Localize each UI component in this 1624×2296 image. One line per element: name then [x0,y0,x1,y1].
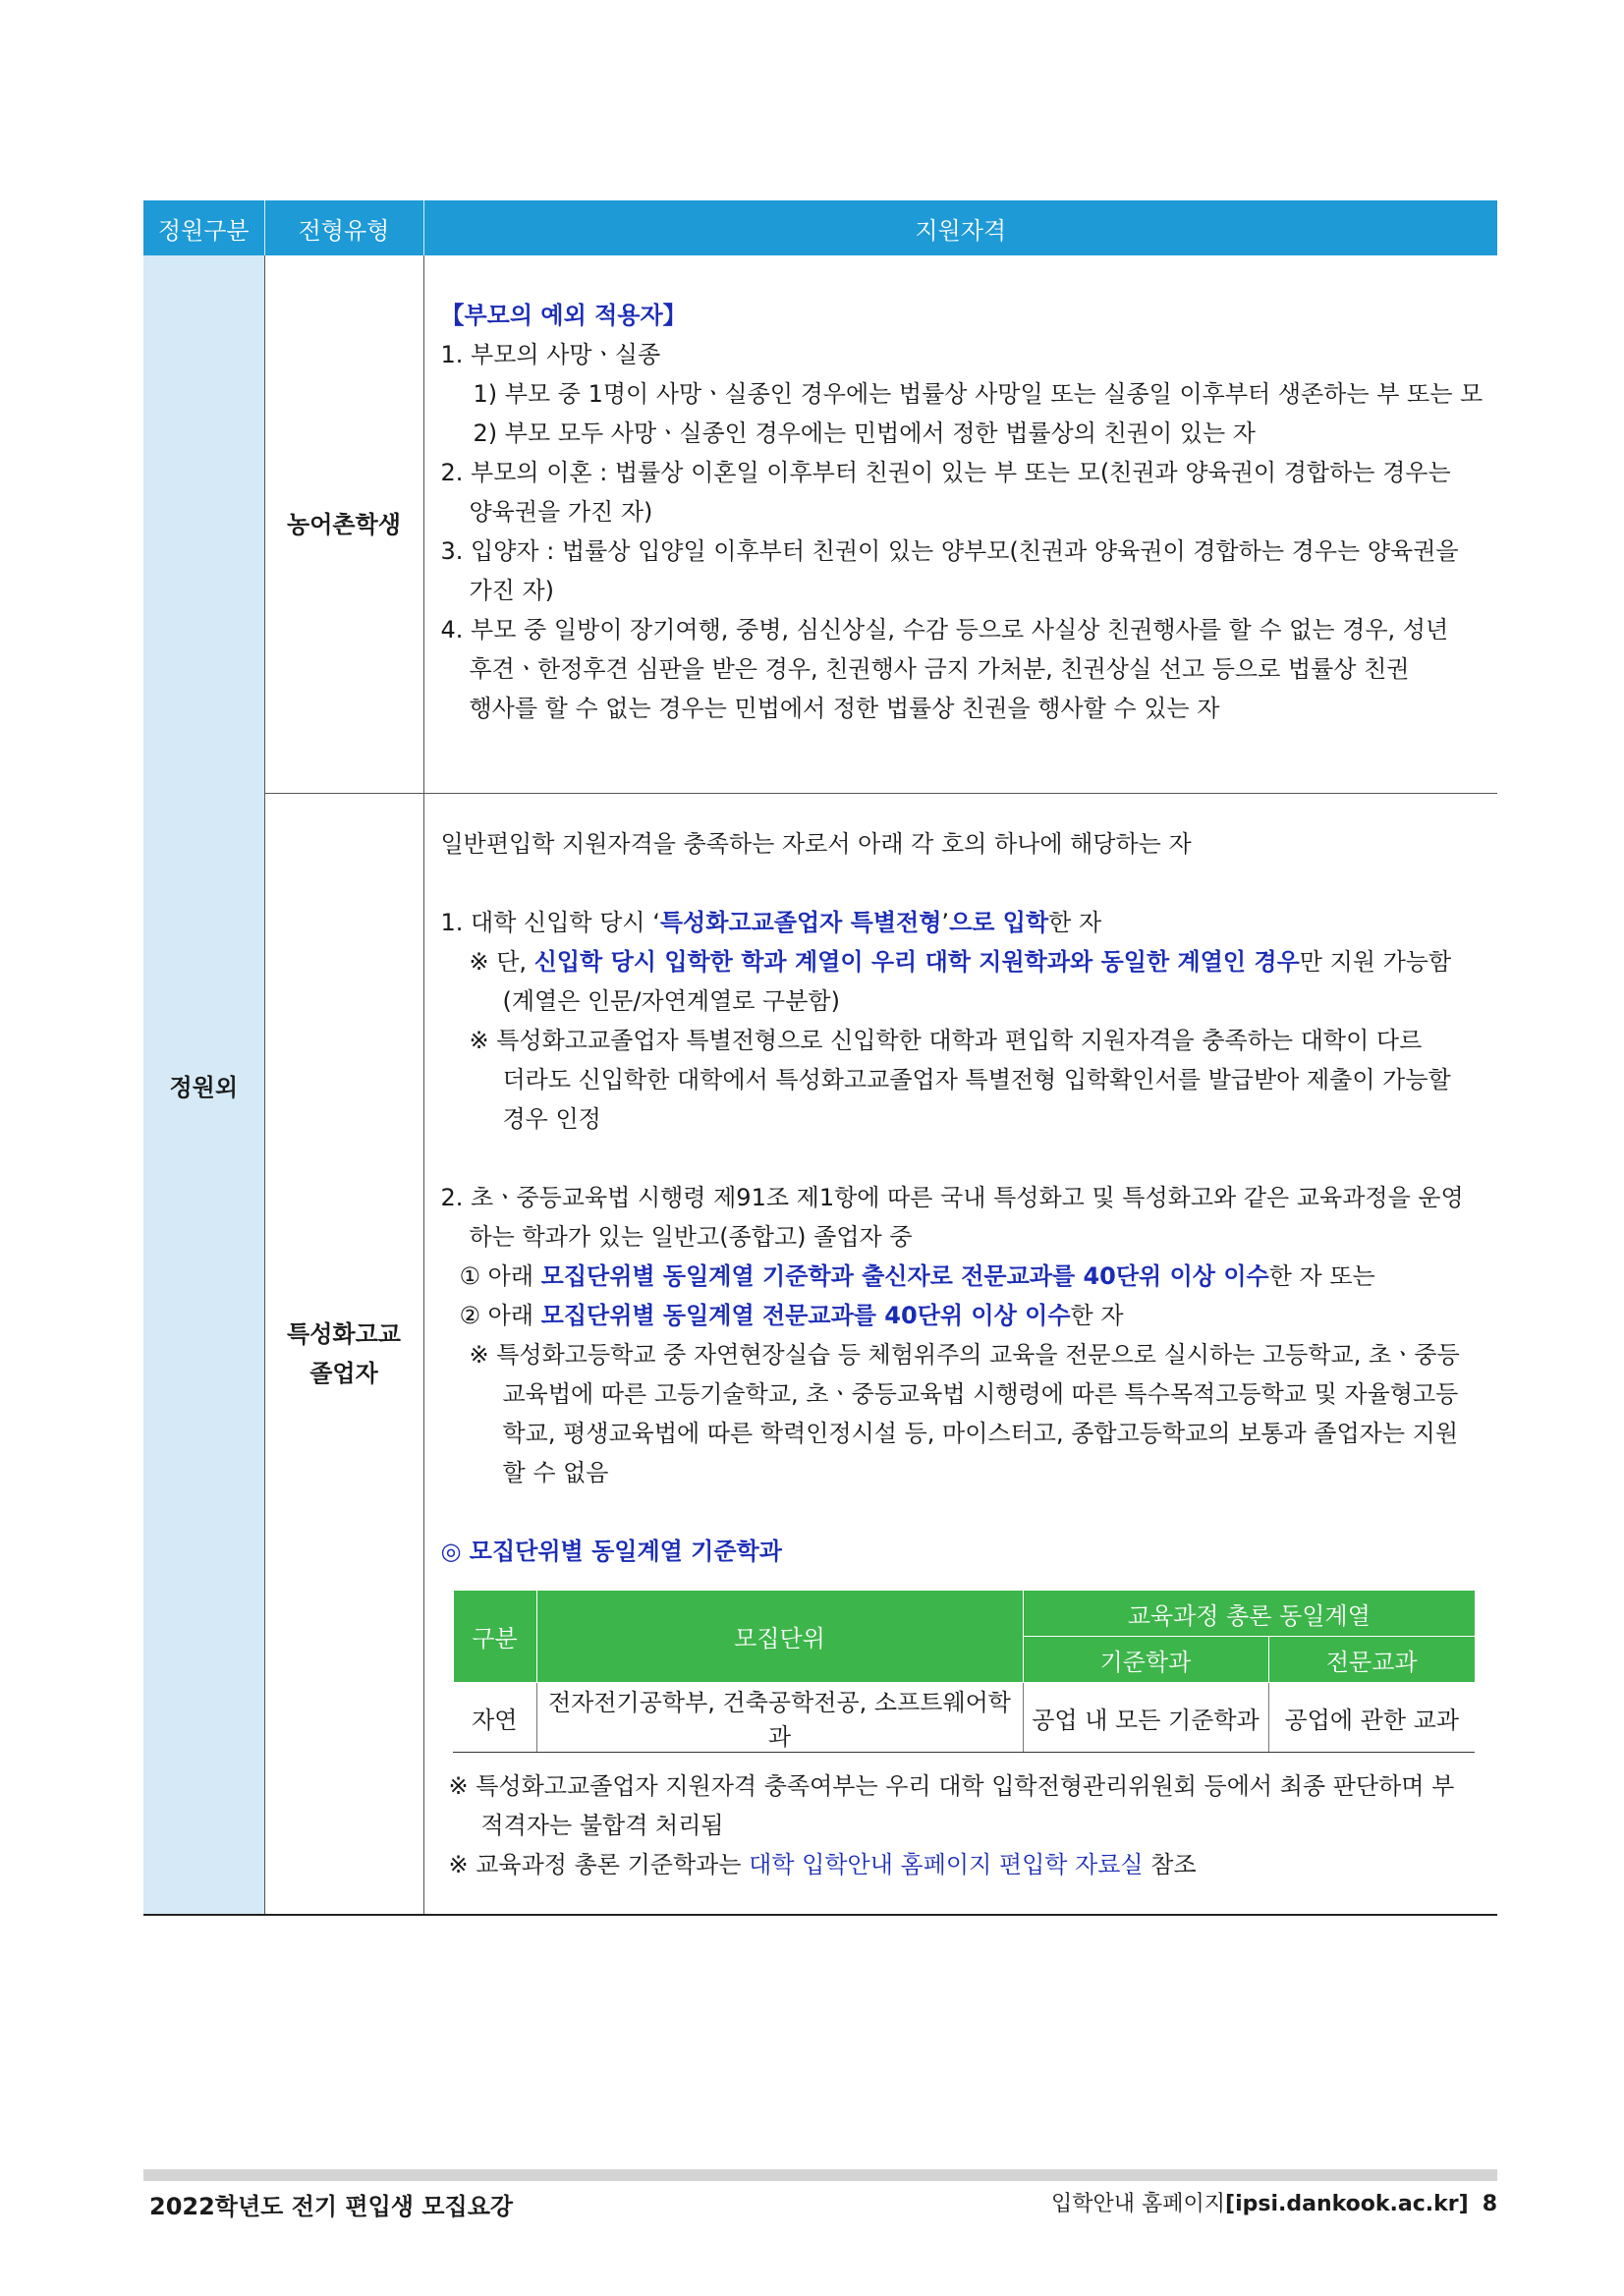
dept-table-header-row1 [453,1591,1475,1637]
voc-note-1-a: ※ 단, [469,948,534,976]
table-row-rural [143,255,1497,794]
rural-line-2: 1) 부모 중 1명이 사망ㆍ실종인 경우에는 법률상 사망일 또는 실종일 이후부터 생존하는 부 또는 모 [473,380,1484,408]
dept-cell-subject: 공업에 관한 교과 [1268,1683,1475,1753]
dept-header-category: 구분 [453,1591,536,1683]
rural-line-4: 2. 부모의 이혼 : 법률상 이혼일 이후부터 친권이 있는 부 또는 모(친권과 양육권이 경합하는 경우는 [440,459,1451,486]
voc-note-3-cont1: 교육법에 따른 고등기술학교, 초ㆍ중등교육법 시행령에 따른 특수목적고등학교 및 자율형고등 [502,1380,1459,1408]
type-vocational-line1: 특성화고교 [287,1320,401,1348]
voc-note-2-cont2: 경우 인정 [502,1105,601,1133]
voc-item-2-cont: 하는 학과가 있는 일반고(종합고) 졸업자 중 [469,1223,913,1251]
rural-line-3: 2) 부모 모두 사망ㆍ실종인 경우에는 민법에서 정한 법률상의 친권이 있는 자 [473,420,1256,447]
dept-header-standard: 기준학과 [1023,1637,1268,1683]
footer-title: 2022학년도 전기 편입생 모집요강 [149,2193,514,2220]
voc-note-3-cont2: 학교, 평생교육법에 따른 학력인정시설 등, 마이스터고, 종합고등학교의 보통과 졸업자는 지원 [502,1420,1459,1447]
dept-header-subject: 전문교과 [1268,1637,1475,1683]
header-category: 정원구분 [143,200,264,255]
dept-table [453,1590,1476,1753]
type-vocational-line2: 졸업자 [309,1360,378,1387]
header-type: 전형유형 [264,200,423,255]
voc-item-1-e: 한 자 [1048,909,1102,936]
voc-final-note-1-cont: 적격자는 불합격 처리됨 [480,1812,724,1839]
footer-site-label: 입학안내 홈페이지 [1051,2192,1226,2216]
voc-final-note-2 [449,1850,1197,1879]
voc-final-note-2-c: 참조 [1143,1851,1197,1878]
table-row-vocational [143,794,1497,1916]
voc-sub-1-c: 한 자 또는 [1268,1262,1375,1290]
rural-line-7: 가진 자) [469,577,555,604]
voc-sub-2-c: 한 자 [1070,1302,1124,1329]
rural-line-10: 행사를 할 수 없는 경우는 민법에서 정한 법률상 친권을 행사할 수 있는 자 [469,695,1220,722]
content-cell-rural [423,255,1497,794]
voc-sub-2-a: ② 아래 [459,1302,541,1329]
homepage-link[interactable]: 대학 입학안내 홈페이지 편입학 자료실 [749,1851,1144,1878]
page-number: 8 [1482,2192,1497,2216]
dept-cell-unit: 전자전기공학부, 건축공학전공, 소프트웨어학과 [536,1683,1023,1753]
voc-final-note-2-a: ※ 교육과정 총론 기준학과는 [448,1851,750,1878]
dept-cell-standard: 공업 내 모든 기준학과 [1023,1683,1268,1753]
rural-line-9: 후견ㆍ한정후견 심판을 받은 경우, 친권행사 금지 가처분, 친권상실 선고 등으로 법률상 친권 [469,655,1410,683]
footer-site-url[interactable]: [ipsi.dankook.ac.kr] [1225,2192,1469,2216]
voc-note-3: ※ 특성화고등학교 중 자연현장실습 등 체험위주의 교육을 전문으로 실시하는 고등학교, 초ㆍ중등 [469,1341,1460,1369]
dept-cell-category: 자연 [453,1683,536,1753]
dept-header-unit: 모집단위 [536,1591,1023,1683]
type-cell-rural: 농어촌학생 [264,255,423,794]
exception-title: 【부모의 예외 적용자】 [440,302,687,329]
footer-bar [143,2169,1497,2181]
voc-note-1-b: 신입학 당시 입학한 학과 계열이 우리 대학 지원학과와 동일한 계열인 경우 [533,948,1300,976]
voc-item-2: 2. 초ㆍ중등교육법 시행령 제91조 제1항에 따른 국내 특성화고 및 특성화고와 같은 교육과정을 운영 [440,1184,1464,1211]
rural-line-8: 4. 부모 중 일방이 장기여행, 중병, 심신상실, 수감 등으로 사실상 친권행사를 할 수 없는 경우, 성년 [440,616,1449,644]
voc-item-1-d: 으로 입학 [949,909,1049,936]
voc-item-1-c: ’ [941,909,950,936]
voc-note-1-c: 만 지원 가능함 [1299,948,1452,976]
voc-item-1 [441,908,1102,937]
voc-note-2: ※ 특성화고교졸업자 특별전형으로 신입학한 대학과 편입학 지원자격을 충족하는 대학이 다르 [469,1027,1423,1054]
category-cell: 정원외 [143,255,264,1915]
voc-note-1-cont: (계열은 인문/자연계열로 구분함) [502,987,840,1015]
voc-sub-1-b: 모집단위별 동일계열 기준학과 출신자로 전문교과를 40단위 이상 이수 [540,1262,1269,1290]
table-row [453,1683,1475,1753]
voc-sub-1-a: ① 아래 [459,1262,541,1290]
voc-sub-2 [460,1301,1124,1330]
admission-table [143,200,1497,1916]
table-header-row [143,200,1497,255]
rural-line-6: 3. 입양자 : 법률상 입양일 이후부터 친권이 있는 양부모(친권과 양육권이 경합하는 경우는 양육권을 [440,537,1459,565]
dept-header-group: 교육과정 총론 동일계열 [1023,1591,1475,1637]
content-cell-vocational [423,794,1497,1916]
voc-intro: 일반편입학 지원자격을 충족하는 자로서 아래 각 호의 하나에 해당하는 자 [440,830,1192,858]
voc-item-1-b: 특성화고교졸업자 특별전형 [659,909,942,936]
dept-table-title: ◎ 모집단위별 동일계열 기준학과 [440,1538,782,1565]
header-qualification: 지원자격 [423,200,1497,255]
type-cell-vocational [264,794,423,1916]
rural-line-5: 양육권을 가진 자) [469,498,653,526]
voc-sub-2-b: 모집단위별 동일계열 전문교과를 40단위 이상 이수 [540,1302,1071,1329]
voc-note-2-cont1: 더라도 신입학한 대학에서 특성화고교졸업자 특별전형 입학확인서를 발급받아 제출이 가능할 [502,1066,1451,1093]
footer-right [1051,2187,1497,2217]
voc-note-1 [470,947,1452,977]
voc-sub-1 [460,1261,1375,1291]
voc-final-note-1: ※ 특성화고교졸업자 지원자격 충족여부는 우리 대학 입학전형관리위원회 등에서 최종 판단하며 부 [448,1772,1455,1800]
rural-line-1: 1. 부모의 사망ㆍ실종 [440,341,661,368]
voc-note-3-cont3: 할 수 없음 [502,1459,609,1486]
voc-item-1-a: 1. 대학 신입학 당시 ‘ [440,909,660,936]
